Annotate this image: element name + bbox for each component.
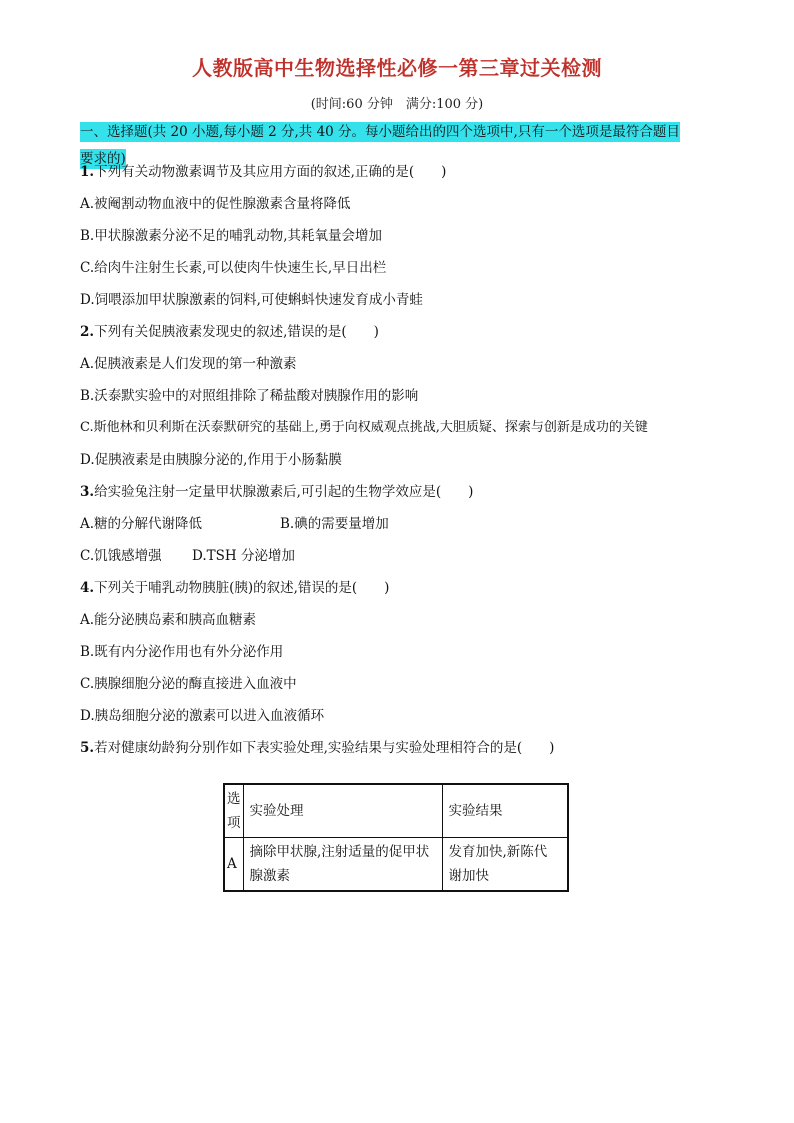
option: D.促胰液素是由胰腺分泌的,作用于小肠黏膜 bbox=[80, 452, 342, 468]
option: A.促胰液素是人们发现的第一种激素 bbox=[80, 356, 297, 372]
table-row bbox=[224, 838, 568, 892]
table-header-cell: 实验处理 bbox=[243, 784, 442, 838]
option: D.胰岛细胞分泌的激素可以进入血液循环 bbox=[80, 708, 325, 724]
question-stem: 若对健康幼龄狗分别作如下表实验处理,实验结果与实验处理相符合的是( ) bbox=[94, 740, 555, 756]
question-stem: 给实验兔注射一定量甲状腺激素后,可引起的生物学效应是( ) bbox=[94, 484, 474, 500]
table-cell: 发育加快,新陈代谢加快 bbox=[442, 838, 568, 892]
question-stem: 下列有关促胰液素发现史的叙述,错误的是( ) bbox=[94, 324, 379, 340]
option: A.能分泌胰岛素和胰高血糖素 bbox=[80, 612, 257, 628]
question-number: 1. bbox=[80, 164, 95, 180]
option: B.甲状腺激素分泌不足的哺乳动物,其耗氧量会增加 bbox=[80, 228, 383, 244]
table-header-cell: 选项 bbox=[224, 784, 243, 838]
option: D.饲喂添加甲状腺激素的饲料,可使蝌蚪快速发育成小青蛙 bbox=[80, 292, 423, 308]
option: C.给肉牛注射生长素,可以使肉牛快速生长,早日出栏 bbox=[80, 260, 387, 276]
option: B.沃泰默实验中的对照组排除了稀盐酸对胰腺作用的影响 bbox=[80, 388, 419, 404]
question-number: 5. bbox=[80, 740, 95, 756]
option: C.饥饿感增强 bbox=[80, 548, 162, 564]
question-number: 3. bbox=[80, 484, 95, 500]
page-title: 人教版高中生物选择性必修一第三章过关检测 bbox=[192, 56, 602, 80]
question-2 bbox=[80, 320, 379, 340]
instructions-line-2: 要求的) bbox=[80, 151, 126, 167]
option: C.斯他林和贝利斯在沃泰默研究的基础上,勇于向权威观点挑战,大胆质疑、探索与创新是成功的关键 bbox=[80, 420, 648, 435]
question-stem: 下列有关动物激素调节及其应用方面的叙述,正确的是( ) bbox=[94, 164, 447, 180]
question-stem: 下列关于哺乳动物胰脏(胰)的叙述,错误的是( ) bbox=[94, 580, 390, 596]
option: A.被阉割动物血液中的促性腺激素含量将降低 bbox=[80, 196, 351, 212]
question-1 bbox=[80, 160, 446, 180]
question-4 bbox=[80, 576, 389, 596]
question-number: 4. bbox=[80, 580, 95, 596]
table-cell: 摘除甲状腺,注射适量的促甲状腺激素 bbox=[243, 838, 442, 892]
option: C.胰腺细胞分泌的酶直接进入血液中 bbox=[80, 676, 297, 692]
table-header-row bbox=[224, 784, 568, 838]
table-header-cell: 实验结果 bbox=[442, 784, 568, 838]
exam-info: (时间:60 分钟 满分:100 分) bbox=[310, 97, 484, 112]
option: B.碘的需要量增加 bbox=[280, 516, 389, 532]
question-number: 2. bbox=[80, 324, 95, 340]
option: D.TSH 分泌增加 bbox=[192, 548, 295, 564]
table-cell: A bbox=[224, 838, 243, 892]
instructions-line-1: 一、选择题(共 20 小题,每小题 2 分,共 40 分。每小题给出的四个选项中,只有一个选项是最符合题目 bbox=[80, 124, 680, 140]
question-5 bbox=[80, 736, 554, 756]
experiment-table bbox=[223, 783, 569, 892]
option: A.糖的分解代谢降低 bbox=[80, 516, 203, 532]
question-3 bbox=[80, 480, 473, 500]
option: B.既有内分泌作用也有外分泌作用 bbox=[80, 644, 284, 660]
